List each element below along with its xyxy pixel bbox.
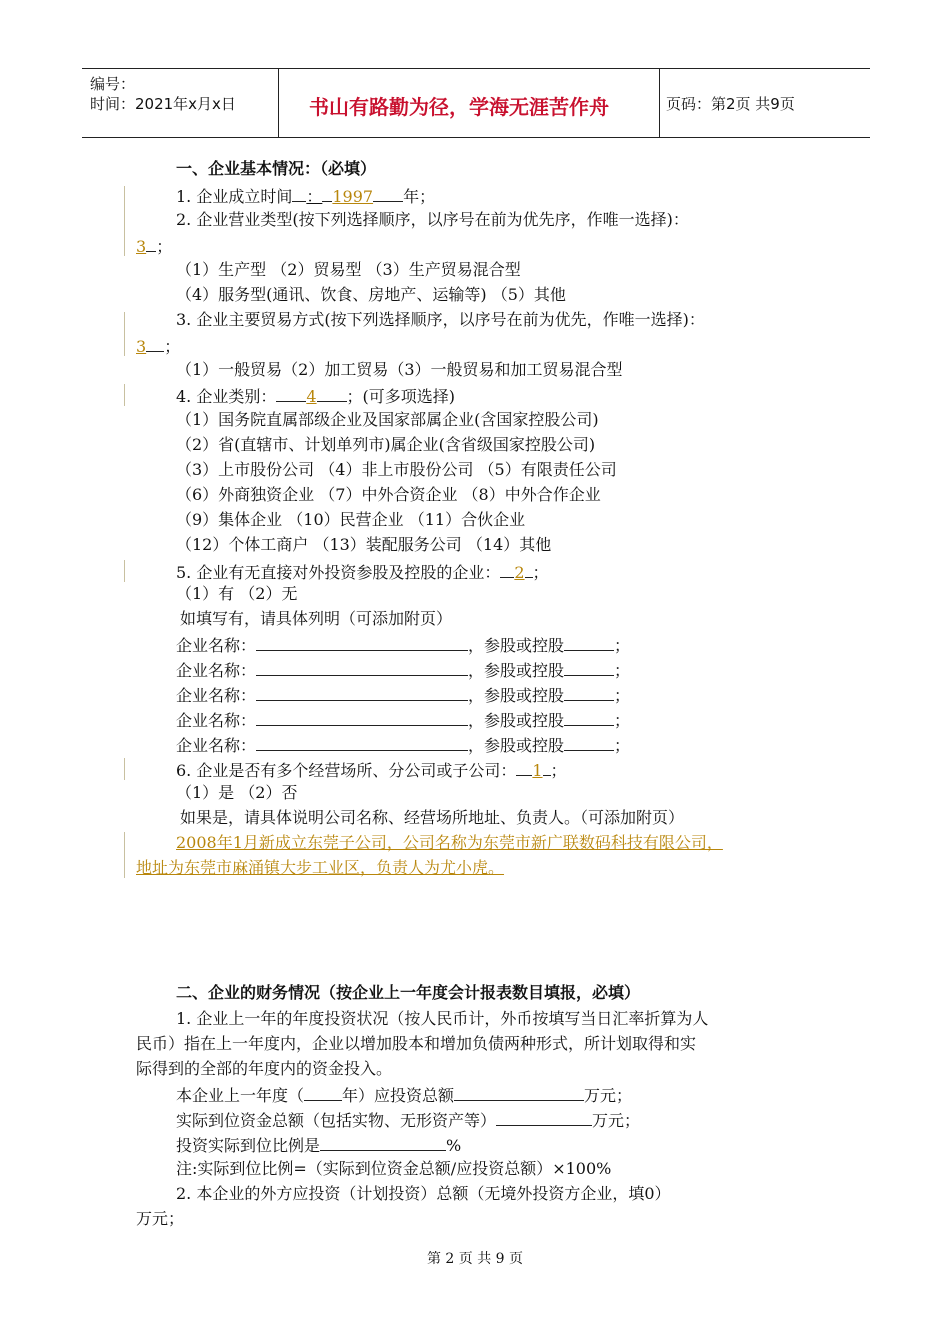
stake-label: ，参股或控股 xyxy=(468,736,565,755)
stake-label: ，参股或控股 xyxy=(468,711,565,730)
q6-detail-2: 地址为东莞市麻涌镇大步工业区，负责人为尤小虎。 xyxy=(136,858,505,877)
company-row: 企业名称： ，参股或控股 ； xyxy=(176,733,630,757)
f4-note: 注:实际到位比例=（实际到位资金总额/应投资总额）×100% xyxy=(176,1159,612,1178)
section2-title: 二、企业的财务情况（按企业上一年度会计报表数目填报，必填） xyxy=(176,983,641,1002)
f3-text: 投资实际到位比例是 xyxy=(176,1136,321,1155)
p1-line-1: 1. 企业上一年的年度投资状况（按人民币计，外币按填写当日汇率折算为人 xyxy=(176,1009,709,1028)
q2-text: 2. 企业营业类型(按下列选择顺序，以序号在前为优先序，作唯一选择)： xyxy=(176,210,689,229)
q6-options: （1）是 （2）否 xyxy=(176,783,298,802)
q5-answer: 2 xyxy=(514,563,525,582)
company-name-field[interactable] xyxy=(256,633,468,651)
planned-investment-field[interactable] xyxy=(454,1083,584,1101)
q4-option-row: （12）个体工商户 （13）装配服务公司 （14）其他 xyxy=(176,535,552,554)
company-label: 企业名称： xyxy=(176,711,257,730)
q1-colon: ： xyxy=(306,187,323,206)
page-info: 页码：第2页 共9页 xyxy=(666,95,795,113)
q2-options-1: （1）生产型 （2）贸易型 （3）生产贸易混合型 xyxy=(176,260,521,279)
p1-line-2: 民币）指在上一年度内，企业以增加股本和增加负债两种形式，所计划取得和实 xyxy=(136,1034,697,1053)
q4-option-row: （1）国务院直属部级企业及国家部属企业(含国家控股公司) xyxy=(176,410,599,429)
q2-answer: 3 xyxy=(136,237,147,256)
code-label: 编号： xyxy=(90,75,136,93)
company-row: 企业名称： ，参股或控股 ； xyxy=(176,683,630,707)
company-name-field[interactable] xyxy=(256,658,468,676)
q4-option-row: （2）省(直辖市、计划单列市)属企业(含省级国家控股公司) xyxy=(176,435,596,454)
q4-line xyxy=(176,384,455,408)
q2-answer-line xyxy=(136,234,172,258)
f2-unit: 万元； xyxy=(592,1111,641,1130)
revision-mark xyxy=(124,312,125,356)
company-row: 企业名称： ，参股或控股 ； xyxy=(176,633,630,657)
time-label: 时间：2021年x月x日 xyxy=(90,95,236,113)
stake-field[interactable] xyxy=(564,733,614,751)
stake-label: ，参股或控股 xyxy=(468,661,565,680)
q1-text: 1. 企业成立时间 xyxy=(176,187,293,206)
company-name-field[interactable] xyxy=(256,683,468,701)
f2-text: 实际到位资金总额（包括实物、无形资产等） xyxy=(176,1111,497,1130)
company-label: 企业名称： xyxy=(176,661,257,680)
p2-line-1: 2. 本企业的外方应投资（计划投资）总额（无境外投资方企业，填0） xyxy=(176,1184,671,1203)
stake-field[interactable] xyxy=(564,658,614,676)
company-name-field[interactable] xyxy=(256,733,468,751)
actual-funds-field[interactable] xyxy=(496,1108,592,1126)
q3-end: ； xyxy=(164,337,181,356)
q1-line xyxy=(176,184,435,208)
q3-options: （1）一般贸易（2）加工贸易（3）一般贸易和加工贸易混合型 xyxy=(176,360,623,379)
company-row: 企业名称： ，参股或控股 ； xyxy=(176,708,630,732)
stake-field[interactable] xyxy=(564,683,614,701)
q4-option-row: （3）上市股份公司 （4）非上市股份公司 （5）有限责任公司 xyxy=(176,460,617,479)
p1-line-3: 际得到的全部的年度内的资金投入。 xyxy=(136,1059,393,1078)
f2-line xyxy=(176,1108,640,1132)
company-name-field[interactable] xyxy=(256,708,468,726)
q3-answer-line xyxy=(136,334,180,358)
q5-line xyxy=(176,560,549,584)
f1-text: 本企业上一年度（ xyxy=(176,1086,305,1105)
q2-end: ； xyxy=(156,237,173,256)
revision-mark xyxy=(124,384,125,406)
section1-title: 一、企业基本情况：（必填） xyxy=(176,159,377,178)
q5-note: 如填写有，请具体列明（可添加附页） xyxy=(180,609,453,628)
q4-answer: 4 xyxy=(306,387,317,406)
company-label: 企业名称： xyxy=(176,636,257,655)
stake-label: ，参股或控股 xyxy=(468,636,565,655)
q1-answer: 1997 xyxy=(332,187,374,206)
revision-mark xyxy=(124,186,125,256)
revision-mark xyxy=(124,832,125,878)
f3-unit: % xyxy=(446,1136,462,1155)
q1-suffix: 年； xyxy=(403,187,436,206)
stake-label: ，参股或控股 xyxy=(468,686,565,705)
q6-answer: 1 xyxy=(532,761,543,780)
f1-mid: 年）应投资总额 xyxy=(342,1086,455,1105)
q5-end: ； xyxy=(532,563,549,582)
revision-mark xyxy=(124,560,125,582)
q4-option-row: （6）外商独资企业 （7）中外合资企业 （8）中外合作企业 xyxy=(176,485,601,504)
company-label: 企业名称： xyxy=(176,736,257,755)
company-label: 企业名称： xyxy=(176,686,257,705)
q6-detail-1: 2008年1月新成立东莞子公司，公司名称为东莞市新广联数码科技有限公司， xyxy=(176,833,723,852)
ratio-field[interactable] xyxy=(320,1133,446,1151)
f1-unit: 万元； xyxy=(584,1086,633,1105)
p2-line-2: 万元； xyxy=(136,1209,185,1228)
stake-field[interactable] xyxy=(564,633,614,651)
f3-line xyxy=(176,1133,461,1157)
company-row: 企业名称： ，参股或控股 ； xyxy=(176,658,630,682)
year-field[interactable] xyxy=(304,1083,342,1101)
q6-end: ； xyxy=(550,761,567,780)
q5-options: （1）有 （2）无 xyxy=(176,584,298,603)
q4-option-row: （9）集体企业 （10）民营企业 （11）合伙企业 xyxy=(176,510,526,529)
page-footer: 第 2 页 共 9 页 xyxy=(426,1251,524,1267)
q3-answer: 3 xyxy=(136,337,147,356)
q6-text: 6. 企业是否有多个经营场所、分公司或子公司： xyxy=(176,761,517,780)
q6-line xyxy=(176,758,567,782)
stake-field[interactable] xyxy=(564,708,614,726)
q2-options-2: （4）服务型(通讯、饮食、房地产、运输等) （5）其他 xyxy=(176,285,566,304)
q3-text: 3. 企业主要贸易方式(按下列选择顺序，以序号在前为优先，作唯一选择)： xyxy=(176,310,705,329)
q5-text: 5. 企业有无直接对外投资参股及控股的企业： xyxy=(176,563,501,582)
motto: 书山有路勤为径，学海无涯苦作舟 xyxy=(309,95,609,119)
f1-line xyxy=(176,1083,632,1107)
q4-text: 4. 企业类别： xyxy=(176,387,277,406)
revision-mark xyxy=(124,758,125,780)
q6-note: 如果是，请具体说明公司名称、经营场所地址、负责人。（可添加附页） xyxy=(180,808,685,827)
q4-suffix: ；(可多项选择) xyxy=(346,387,456,406)
